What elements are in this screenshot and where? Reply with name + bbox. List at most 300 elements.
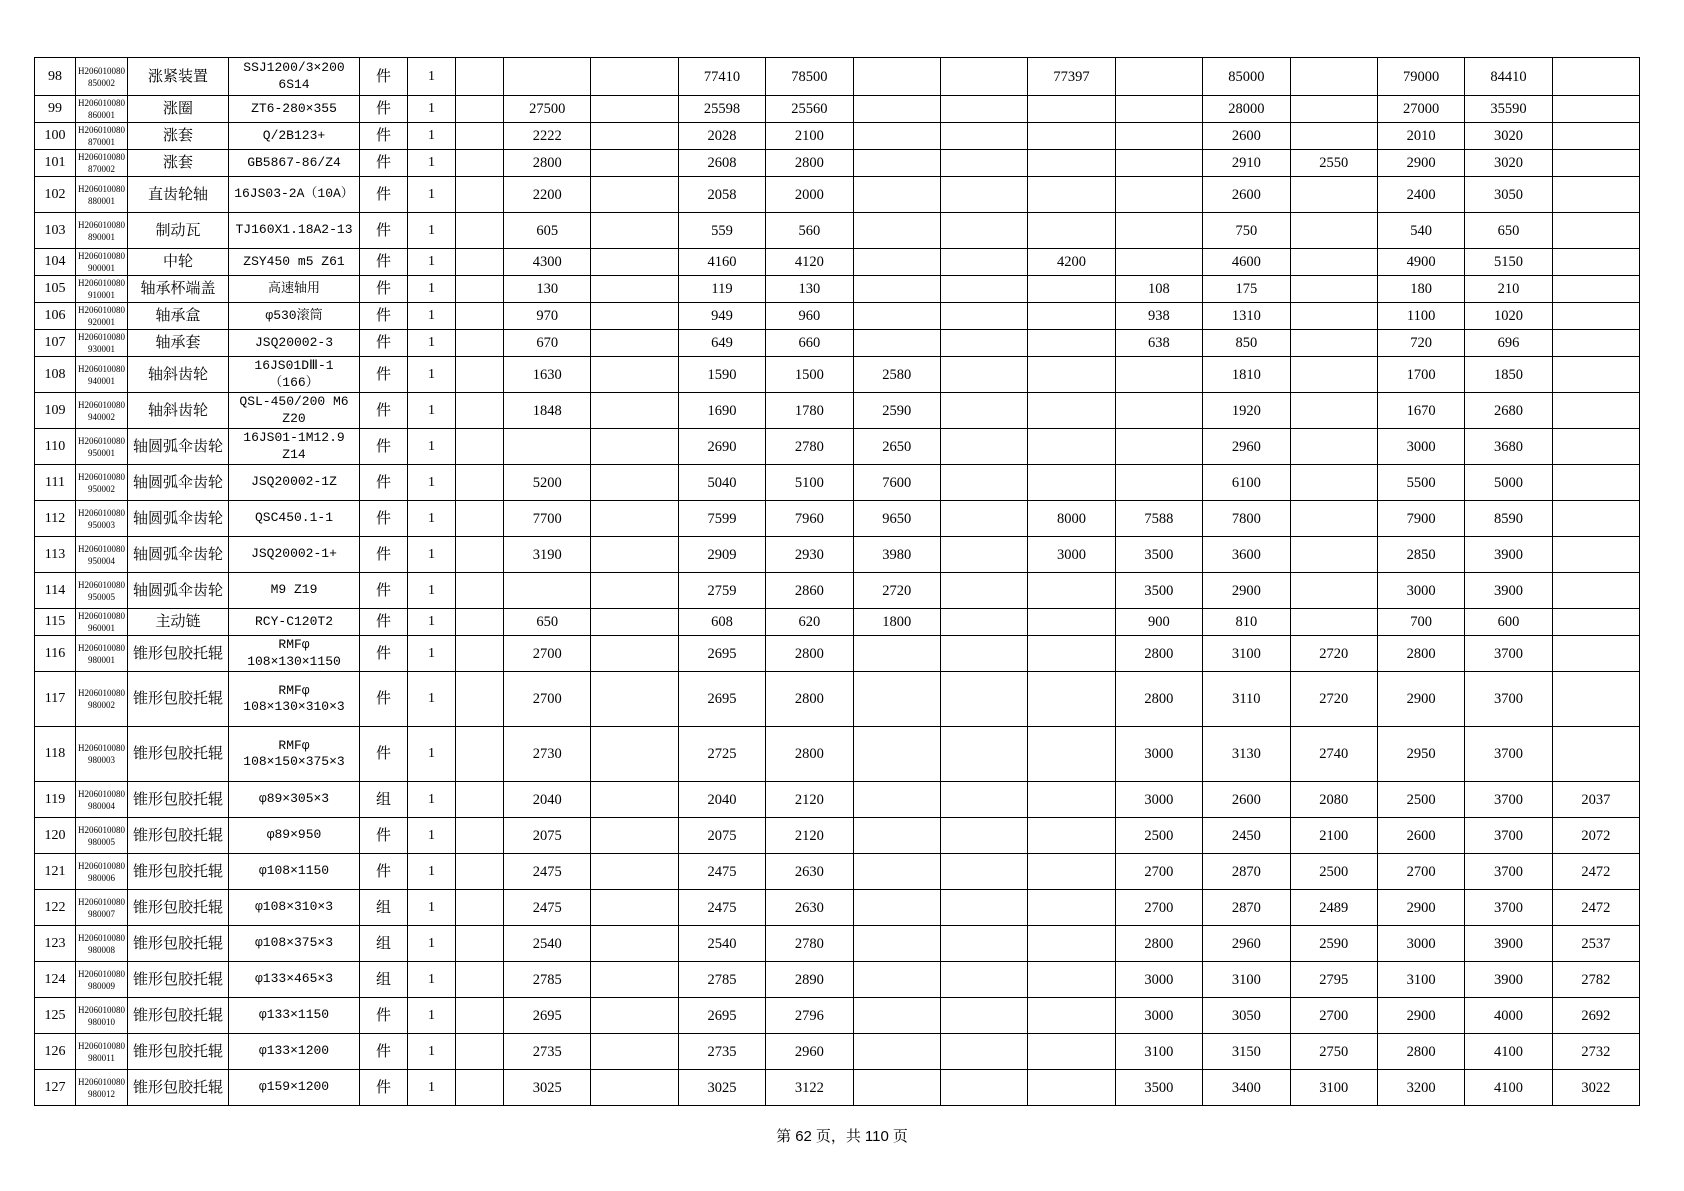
price-cell: 3700	[1465, 636, 1552, 672]
price-cell	[1290, 303, 1377, 330]
row-number-cell: 110	[35, 429, 76, 465]
item-spec-cell: M9 Z19	[229, 573, 360, 609]
price-cell	[1552, 96, 1639, 123]
price-cell	[1115, 357, 1202, 393]
price-cell	[591, 303, 678, 330]
row-number-cell: 107	[35, 330, 76, 357]
price-cell	[940, 890, 1027, 926]
item-quantity-cell: 1	[408, 150, 456, 177]
blank-cell	[456, 782, 504, 818]
material-code-cell: H206010080 870001	[76, 123, 128, 150]
price-cell	[591, 501, 678, 537]
price-cell	[591, 330, 678, 357]
price-cell: 2550	[1290, 150, 1377, 177]
item-spec-cell: φ89×950	[229, 818, 360, 854]
price-cell	[1290, 58, 1377, 96]
price-cell: 3500	[1115, 573, 1202, 609]
item-quantity-cell: 1	[408, 537, 456, 573]
table-row	[35, 573, 1640, 609]
price-cell: 2472	[1552, 854, 1639, 890]
item-spec-cell: φ530滚筒	[229, 303, 360, 330]
price-cell	[853, 926, 940, 962]
price-cell: 3190	[504, 537, 591, 573]
blank-cell	[456, 1034, 504, 1070]
item-name-cell: 轴圆弧伞齿轮	[128, 465, 229, 501]
price-cell: 180	[1377, 276, 1464, 303]
item-name-cell: 轴承套	[128, 330, 229, 357]
item-quantity-cell: 1	[408, 573, 456, 609]
price-cell: 2200	[504, 177, 591, 213]
price-cell: 4300	[504, 249, 591, 276]
price-cell: 119	[678, 276, 765, 303]
price-cell: 4000	[1465, 998, 1552, 1034]
price-cell: 1590	[678, 357, 765, 393]
price-cell: 1670	[1377, 393, 1464, 429]
material-code-cell: H206010080 960001	[76, 609, 128, 636]
price-cell: 77397	[1028, 58, 1115, 96]
price-cell: 2900	[1377, 998, 1464, 1034]
material-code-cell: H206010080 870002	[76, 150, 128, 177]
price-cell: 1630	[504, 357, 591, 393]
item-unit-cell: 件	[360, 177, 408, 213]
item-name-cell: 锥形包胶托辊	[128, 818, 229, 854]
price-cell	[591, 854, 678, 890]
item-name-cell: 锥形包胶托辊	[128, 998, 229, 1034]
price-cell	[591, 96, 678, 123]
price-cell: 7960	[766, 501, 853, 537]
price-cell	[1552, 636, 1639, 672]
price-cell: 3110	[1203, 672, 1290, 727]
item-spec-cell: RCY-C120T2	[229, 609, 360, 636]
price-cell: 2040	[678, 782, 765, 818]
price-cell	[591, 249, 678, 276]
price-cell: 850	[1203, 330, 1290, 357]
blank-cell	[456, 573, 504, 609]
table-row	[35, 962, 1640, 998]
item-unit-cell: 组	[360, 926, 408, 962]
price-cell	[1028, 96, 1115, 123]
material-code-cell: H206010080 900001	[76, 249, 128, 276]
item-name-cell: 锥形包胶托辊	[128, 782, 229, 818]
price-cell: 4100	[1465, 1070, 1552, 1106]
price-cell: 9650	[853, 501, 940, 537]
total-pages-number: 110	[864, 1128, 889, 1145]
blank-cell	[456, 962, 504, 998]
price-cell	[1115, 58, 1202, 96]
price-cell	[591, 782, 678, 818]
price-cell: 750	[1203, 213, 1290, 249]
price-cell: 2759	[678, 573, 765, 609]
price-cell: 2690	[678, 429, 765, 465]
price-cell	[1115, 393, 1202, 429]
price-cell: 7900	[1377, 501, 1464, 537]
price-cell: 4900	[1377, 249, 1464, 276]
price-cell: 650	[504, 609, 591, 636]
price-cell	[1028, 818, 1115, 854]
price-cell: 2695	[678, 672, 765, 727]
price-cell: 3150	[1203, 1034, 1290, 1070]
price-cell: 3500	[1115, 1070, 1202, 1106]
table-row	[35, 393, 1640, 429]
item-name-cell: 锥形包胶托辊	[128, 1070, 229, 1106]
price-cell	[1028, 330, 1115, 357]
price-cell	[853, 330, 940, 357]
price-cell: 2608	[678, 150, 765, 177]
price-cell: 2800	[504, 150, 591, 177]
price-cell	[940, 818, 1027, 854]
price-cell: 2800	[1377, 636, 1464, 672]
price-cell: 1920	[1203, 393, 1290, 429]
price-cell: 2692	[1552, 998, 1639, 1034]
price-cell: 3025	[504, 1070, 591, 1106]
price-cell: 2720	[1290, 636, 1377, 672]
price-cell	[1290, 330, 1377, 357]
price-cell: 2796	[766, 998, 853, 1034]
item-spec-cell: RMFφ 108×130×1150	[229, 636, 360, 672]
price-cell: 1310	[1203, 303, 1290, 330]
price-cell: 608	[678, 609, 765, 636]
price-cell: 2720	[1290, 672, 1377, 727]
price-cell: 3022	[1552, 1070, 1639, 1106]
price-cell: 3700	[1465, 727, 1552, 782]
material-code-cell: H206010080 940002	[76, 393, 128, 429]
price-cell: 2960	[1203, 429, 1290, 465]
price-cell: 7700	[504, 501, 591, 537]
price-cell: 2600	[1203, 782, 1290, 818]
material-code-cell: H206010080 980003	[76, 727, 128, 782]
price-cell: 2600	[1203, 123, 1290, 150]
price-cell	[940, 330, 1027, 357]
price-cell: 3100	[1115, 1034, 1202, 1070]
price-cell	[1028, 303, 1115, 330]
price-cell	[940, 1070, 1027, 1106]
price-cell: 2222	[504, 123, 591, 150]
blank-cell	[456, 1070, 504, 1106]
price-cell: 3900	[1465, 537, 1552, 573]
price-cell: 3900	[1465, 926, 1552, 962]
row-number-cell: 116	[35, 636, 76, 672]
price-cell	[940, 727, 1027, 782]
row-number-cell: 100	[35, 123, 76, 150]
material-code-cell: H206010080 930001	[76, 330, 128, 357]
price-cell: 605	[504, 213, 591, 249]
price-cell	[591, 1070, 678, 1106]
blank-cell	[456, 537, 504, 573]
price-cell	[853, 818, 940, 854]
price-cell	[853, 998, 940, 1034]
price-cell: 2780	[766, 926, 853, 962]
item-quantity-cell: 1	[408, 249, 456, 276]
price-cell	[591, 818, 678, 854]
price-cell: 1810	[1203, 357, 1290, 393]
price-cell: 2028	[678, 123, 765, 150]
price-cell	[1552, 330, 1639, 357]
price-cell: 3020	[1465, 150, 1552, 177]
item-quantity-cell: 1	[408, 501, 456, 537]
price-cell	[1552, 727, 1639, 782]
price-cell: 3700	[1465, 818, 1552, 854]
page-label: 第	[776, 1129, 792, 1145]
row-number-cell: 121	[35, 854, 76, 890]
material-code-cell: H206010080 980011	[76, 1034, 128, 1070]
row-number-cell: 119	[35, 782, 76, 818]
item-unit-cell: 件	[360, 465, 408, 501]
price-cell: 3100	[1290, 1070, 1377, 1106]
table-row	[35, 854, 1640, 890]
price-cell	[1028, 998, 1115, 1034]
item-unit-cell: 件	[360, 123, 408, 150]
price-cell	[853, 96, 940, 123]
item-unit-cell: 件	[360, 1070, 408, 1106]
price-cell: 2785	[678, 962, 765, 998]
price-cell: 2072	[1552, 818, 1639, 854]
price-cell: 700	[1377, 609, 1464, 636]
blank-cell	[456, 276, 504, 303]
price-cell	[1028, 393, 1115, 429]
price-cell	[591, 123, 678, 150]
price-cell	[1552, 609, 1639, 636]
item-quantity-cell: 1	[408, 213, 456, 249]
price-cell	[1290, 429, 1377, 465]
item-name-cell: 轴斜齿轮	[128, 357, 229, 393]
table-row	[35, 818, 1640, 854]
price-cell: 3500	[1115, 537, 1202, 573]
item-quantity-cell: 1	[408, 276, 456, 303]
row-number-cell: 104	[35, 249, 76, 276]
price-cell: 2800	[1115, 672, 1202, 727]
row-number-cell: 113	[35, 537, 76, 573]
price-cell: 2800	[766, 636, 853, 672]
price-cell	[591, 537, 678, 573]
price-cell: 2800	[1115, 636, 1202, 672]
price-cell	[591, 609, 678, 636]
item-quantity-cell: 1	[408, 465, 456, 501]
price-cell: 2700	[1115, 854, 1202, 890]
price-cell	[1115, 150, 1202, 177]
price-cell: 4100	[1465, 1034, 1552, 1070]
row-number-cell: 103	[35, 213, 76, 249]
item-unit-cell: 件	[360, 429, 408, 465]
item-name-cell: 涨套	[128, 123, 229, 150]
price-cell: 78500	[766, 58, 853, 96]
price-cell: 7588	[1115, 501, 1202, 537]
price-cell	[1552, 573, 1639, 609]
item-name-cell: 轴承盒	[128, 303, 229, 330]
material-code-cell: H206010080 980008	[76, 926, 128, 962]
blank-cell	[456, 672, 504, 727]
price-cell	[591, 429, 678, 465]
blank-cell	[456, 818, 504, 854]
price-cell: 2900	[1377, 150, 1464, 177]
blank-cell	[456, 890, 504, 926]
item-quantity-cell: 1	[408, 58, 456, 96]
price-cell	[940, 123, 1027, 150]
item-quantity-cell: 1	[408, 782, 456, 818]
price-cell	[1028, 465, 1115, 501]
price-cell	[940, 636, 1027, 672]
material-code-cell: H206010080 940001	[76, 357, 128, 393]
item-name-cell: 涨套	[128, 150, 229, 177]
price-cell: 600	[1465, 609, 1552, 636]
item-unit-cell: 组	[360, 890, 408, 926]
price-cell	[853, 249, 940, 276]
price-cell	[1552, 465, 1639, 501]
price-cell: 2780	[766, 429, 853, 465]
price-cell	[940, 537, 1027, 573]
item-unit-cell: 件	[360, 303, 408, 330]
item-spec-cell: GB5867-86/Z4	[229, 150, 360, 177]
price-cell: 2860	[766, 573, 853, 609]
item-spec-cell: φ108×375×3	[229, 926, 360, 962]
price-cell: 2960	[766, 1034, 853, 1070]
table-row	[35, 465, 1640, 501]
price-cell	[591, 276, 678, 303]
price-cell	[1552, 213, 1639, 249]
price-cell	[940, 465, 1027, 501]
item-spec-cell: RMFφ 108×130×310×3	[229, 672, 360, 727]
price-cell: 720	[1377, 330, 1464, 357]
price-cell	[591, 465, 678, 501]
price-cell	[1290, 177, 1377, 213]
price-cell	[940, 150, 1027, 177]
price-cell: 2870	[1203, 854, 1290, 890]
item-unit-cell: 件	[360, 501, 408, 537]
price-cell: 540	[1377, 213, 1464, 249]
price-cell: 2100	[1290, 818, 1377, 854]
item-spec-cell: 高速轴用	[229, 276, 360, 303]
price-cell	[1290, 573, 1377, 609]
price-cell: 2909	[678, 537, 765, 573]
price-cell: 2450	[1203, 818, 1290, 854]
price-cell: 210	[1465, 276, 1552, 303]
price-cell	[1552, 123, 1639, 150]
item-quantity-cell: 1	[408, 818, 456, 854]
price-cell	[940, 96, 1027, 123]
row-number-cell: 108	[35, 357, 76, 393]
price-cell: 2800	[1377, 1034, 1464, 1070]
price-cell	[1028, 672, 1115, 727]
item-quantity-cell: 1	[408, 636, 456, 672]
price-cell: 2800	[766, 727, 853, 782]
item-spec-cell: JSQ20002-3	[229, 330, 360, 357]
price-cell	[1290, 357, 1377, 393]
price-cell: 3000	[1115, 998, 1202, 1034]
price-cell	[853, 58, 940, 96]
table-row	[35, 276, 1640, 303]
price-cell	[1028, 609, 1115, 636]
blank-cell	[456, 998, 504, 1034]
price-cell	[853, 672, 940, 727]
item-unit-cell: 件	[360, 672, 408, 727]
price-cell: 2795	[1290, 962, 1377, 998]
item-quantity-cell: 1	[408, 998, 456, 1034]
item-name-cell: 轴斜齿轮	[128, 393, 229, 429]
price-cell	[940, 998, 1027, 1034]
price-cell: 2900	[1377, 672, 1464, 727]
item-spec-cell: Q/2B123+	[229, 123, 360, 150]
price-cell: 7600	[853, 465, 940, 501]
item-unit-cell: 件	[360, 537, 408, 573]
price-cell	[504, 429, 591, 465]
item-unit-cell: 组	[360, 782, 408, 818]
price-cell: 2475	[678, 890, 765, 926]
price-cell	[1552, 672, 1639, 727]
price-cell: 2800	[766, 672, 853, 727]
item-spec-cell: φ159×1200	[229, 1070, 360, 1106]
material-code-cell: H206010080 980001	[76, 636, 128, 672]
price-cell: 28000	[1203, 96, 1290, 123]
item-spec-cell: RMFφ 108×150×375×3	[229, 727, 360, 782]
table-row	[35, 429, 1640, 465]
blank-cell	[456, 177, 504, 213]
price-cell: 2500	[1377, 782, 1464, 818]
price-cell: 175	[1203, 276, 1290, 303]
price-cell	[1028, 962, 1115, 998]
price-cell: 2735	[504, 1034, 591, 1070]
row-number-cell: 114	[35, 573, 76, 609]
material-code-cell: H206010080 850002	[76, 58, 128, 96]
item-unit-cell: 件	[360, 998, 408, 1034]
price-cell	[1028, 782, 1115, 818]
item-quantity-cell: 1	[408, 854, 456, 890]
price-cell: 3900	[1465, 962, 1552, 998]
blank-cell	[456, 150, 504, 177]
item-quantity-cell: 1	[408, 672, 456, 727]
price-cell: 2800	[1115, 926, 1202, 962]
item-quantity-cell: 1	[408, 962, 456, 998]
price-cell	[853, 1070, 940, 1106]
material-code-cell: H206010080 980004	[76, 782, 128, 818]
item-name-cell: 锥形包胶托辊	[128, 636, 229, 672]
price-cell: 2537	[1552, 926, 1639, 962]
table-row	[35, 636, 1640, 672]
price-cell: 25598	[678, 96, 765, 123]
price-cell	[1028, 177, 1115, 213]
blank-cell	[456, 123, 504, 150]
price-cell: 6100	[1203, 465, 1290, 501]
price-cell: 3050	[1203, 998, 1290, 1034]
item-name-cell: 轴圆弧伞齿轮	[128, 573, 229, 609]
price-cell	[1290, 393, 1377, 429]
item-name-cell: 轴圆弧伞齿轮	[128, 429, 229, 465]
row-number-cell: 105	[35, 276, 76, 303]
price-cell: 85000	[1203, 58, 1290, 96]
price-cell: 2500	[1290, 854, 1377, 890]
blank-cell	[456, 926, 504, 962]
price-cell: 3100	[1377, 962, 1464, 998]
blank-cell	[456, 393, 504, 429]
blank-cell	[456, 465, 504, 501]
table-row	[35, 1070, 1640, 1106]
price-cell: 2475	[504, 890, 591, 926]
price-cell: 2740	[1290, 727, 1377, 782]
price-cell	[591, 998, 678, 1034]
price-cell	[940, 249, 1027, 276]
price-cell	[1115, 249, 1202, 276]
item-unit-cell: 件	[360, 727, 408, 782]
price-cell: 559	[678, 213, 765, 249]
table-row	[35, 926, 1640, 962]
table-row	[35, 303, 1640, 330]
price-cell	[853, 636, 940, 672]
material-code-cell: H206010080 880001	[76, 177, 128, 213]
item-name-cell: 直齿轮轴	[128, 177, 229, 213]
price-cell	[1552, 150, 1639, 177]
price-cell: 3130	[1203, 727, 1290, 782]
item-spec-cell: φ108×310×3	[229, 890, 360, 926]
price-cell	[940, 501, 1027, 537]
price-cell: 3700	[1465, 782, 1552, 818]
